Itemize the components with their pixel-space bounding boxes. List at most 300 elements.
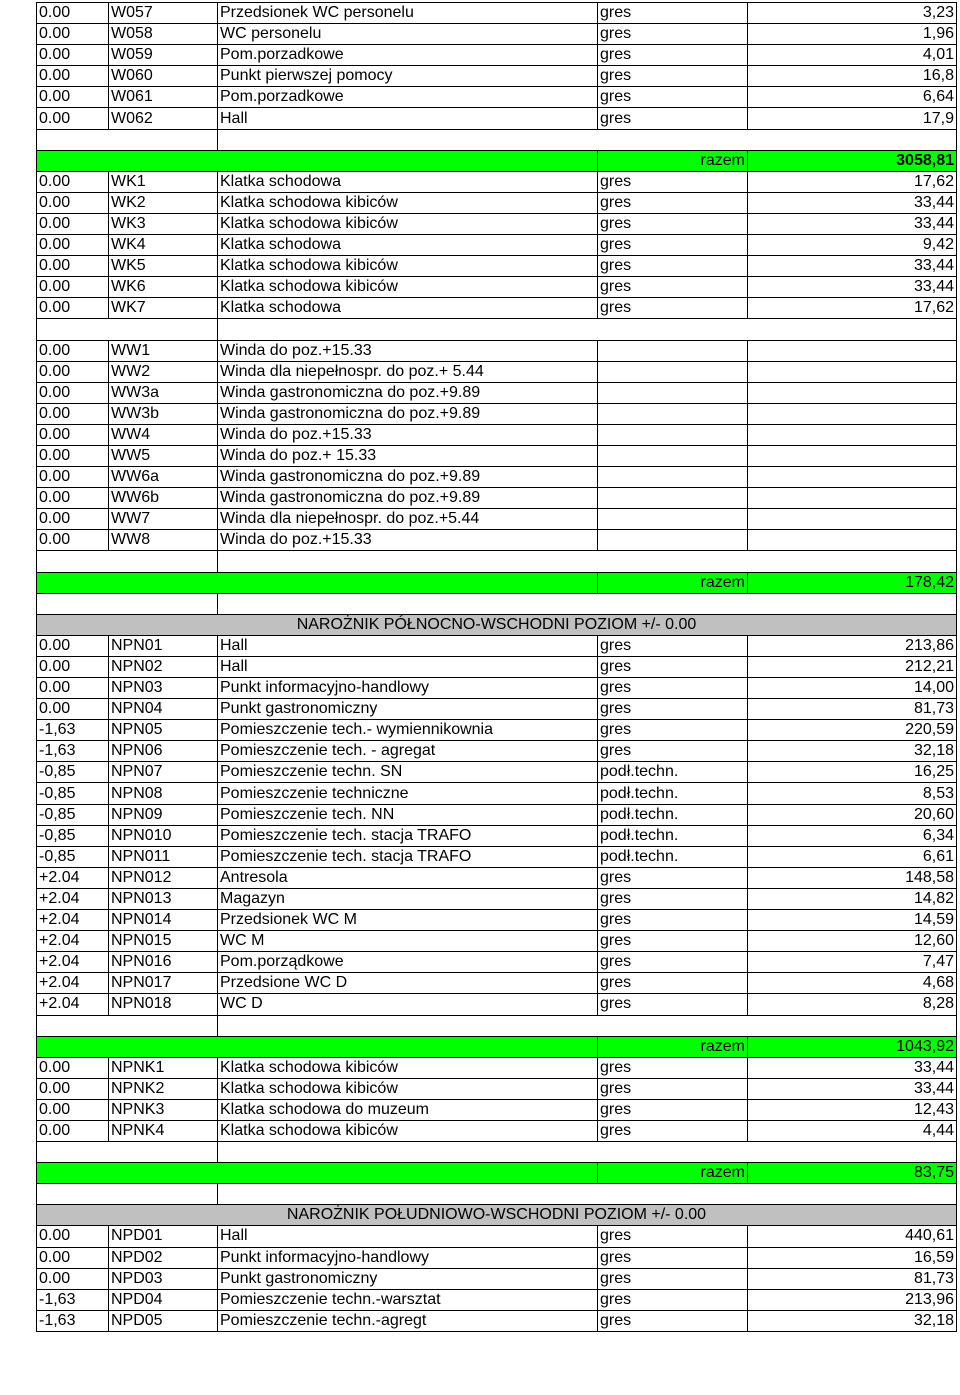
material-cell: gres bbox=[598, 720, 748, 741]
level-cell: -0,85 bbox=[37, 846, 109, 867]
level-cell: -1,63 bbox=[37, 1289, 109, 1310]
level-cell: 0.00 bbox=[37, 1268, 109, 1289]
table-row bbox=[37, 720, 957, 741]
table-row bbox=[37, 213, 957, 234]
table-row bbox=[37, 699, 957, 720]
table-row bbox=[37, 1268, 957, 1289]
area-cell bbox=[748, 467, 957, 488]
material-cell bbox=[598, 382, 748, 403]
table-row bbox=[37, 530, 957, 551]
room-schedule-body bbox=[37, 3, 957, 1332]
room-code-cell: WW3b bbox=[109, 403, 218, 424]
room-code-cell: NPN014 bbox=[109, 910, 218, 931]
material-cell: gres bbox=[598, 3, 748, 24]
empty-cell bbox=[37, 319, 218, 340]
area-cell: 8,53 bbox=[748, 783, 957, 804]
material-cell: gres bbox=[598, 1120, 748, 1141]
room-name-cell: Klatka schodowa kibiców bbox=[218, 1057, 598, 1078]
material-cell bbox=[598, 509, 748, 530]
material-cell bbox=[598, 424, 748, 445]
area-cell: 440,61 bbox=[748, 1226, 957, 1247]
room-code-cell: WK3 bbox=[109, 213, 218, 234]
level-cell: 0.00 bbox=[37, 467, 109, 488]
level-cell: 0.00 bbox=[37, 3, 109, 24]
room-code-cell: NPN03 bbox=[109, 678, 218, 699]
material-cell: gres bbox=[598, 910, 748, 931]
material-cell: gres bbox=[598, 931, 748, 952]
level-cell: 0.00 bbox=[37, 256, 109, 277]
level-cell: 0.00 bbox=[37, 403, 109, 424]
material-cell bbox=[598, 530, 748, 551]
material-cell bbox=[598, 361, 748, 382]
area-cell: 33,44 bbox=[748, 1078, 957, 1099]
room-code-cell: NPN010 bbox=[109, 825, 218, 846]
material-cell: podł.techn. bbox=[598, 804, 748, 825]
room-code-cell: NPN04 bbox=[109, 699, 218, 720]
room-code-cell: NPNK3 bbox=[109, 1099, 218, 1120]
blank-row bbox=[37, 319, 957, 340]
material-cell: gres bbox=[598, 87, 748, 108]
empty-cell bbox=[37, 1184, 218, 1205]
area-cell: 20,60 bbox=[748, 804, 957, 825]
room-name-cell: Pomieszczenie techn. SN bbox=[218, 762, 598, 783]
level-cell: 0.00 bbox=[37, 192, 109, 213]
room-code-cell: W059 bbox=[109, 45, 218, 66]
area-cell: 33,44 bbox=[748, 277, 957, 298]
room-code-cell: NPNK4 bbox=[109, 1120, 218, 1141]
room-code-cell: WK2 bbox=[109, 192, 218, 213]
room-name-cell: Punkt gastronomiczny bbox=[218, 699, 598, 720]
level-cell: 0.00 bbox=[37, 45, 109, 66]
level-cell: 0.00 bbox=[37, 699, 109, 720]
level-cell: +2.04 bbox=[37, 931, 109, 952]
room-code-cell: NPN017 bbox=[109, 973, 218, 994]
level-cell: +2.04 bbox=[37, 973, 109, 994]
area-cell: 12,43 bbox=[748, 1099, 957, 1120]
room-code-cell: NPN01 bbox=[109, 635, 218, 656]
level-cell: +2.04 bbox=[37, 952, 109, 973]
area-cell: 14,82 bbox=[748, 888, 957, 909]
empty-cell bbox=[37, 572, 598, 593]
level-cell: 0.00 bbox=[37, 361, 109, 382]
room-name-cell: Klatka schodowa bbox=[218, 298, 598, 319]
level-cell: 0.00 bbox=[37, 108, 109, 129]
material-cell: gres bbox=[598, 699, 748, 720]
room-code-cell: WK7 bbox=[109, 298, 218, 319]
material-cell: gres bbox=[598, 867, 748, 888]
table-row bbox=[37, 635, 957, 656]
area-cell bbox=[748, 488, 957, 509]
room-name-cell: Pomieszczenie tech. stacja TRAFO bbox=[218, 846, 598, 867]
area-cell: 16,25 bbox=[748, 762, 957, 783]
table-row bbox=[37, 509, 957, 530]
material-cell: gres bbox=[598, 1289, 748, 1310]
empty-cell bbox=[37, 1015, 218, 1036]
level-cell: -0,85 bbox=[37, 825, 109, 846]
subtotal-value: 1043,92 bbox=[748, 1036, 957, 1057]
area-cell bbox=[748, 403, 957, 424]
room-name-cell: Winda dla niepełnospr. do poz.+5.44 bbox=[218, 509, 598, 530]
area-cell: 220,59 bbox=[748, 720, 957, 741]
empty-cell bbox=[218, 319, 957, 340]
area-cell: 16,8 bbox=[748, 66, 957, 87]
table-row bbox=[37, 678, 957, 699]
material-cell: gres bbox=[598, 1268, 748, 1289]
level-cell: 0.00 bbox=[37, 1078, 109, 1099]
area-cell: 6,34 bbox=[748, 825, 957, 846]
material-cell: gres bbox=[598, 45, 748, 66]
empty-cell bbox=[37, 1142, 218, 1163]
room-code-cell: NPN09 bbox=[109, 804, 218, 825]
area-cell: 6,64 bbox=[748, 87, 957, 108]
material-cell: gres bbox=[598, 1057, 748, 1078]
section-header: NAROŻNIK POŁUDNIOWO-WSCHODNI POZIOM +/- 0.00 bbox=[37, 1205, 957, 1226]
area-cell: 7,47 bbox=[748, 952, 957, 973]
table-row bbox=[37, 910, 957, 931]
subtotal-value: 83,75 bbox=[748, 1163, 957, 1184]
room-name-cell: Antresola bbox=[218, 867, 598, 888]
table-row bbox=[37, 1289, 957, 1310]
empty-cell bbox=[218, 1142, 957, 1163]
room-name-cell: Pom.porzadkowe bbox=[218, 45, 598, 66]
area-cell: 1,96 bbox=[748, 24, 957, 45]
empty-cell bbox=[37, 129, 218, 150]
room-name-cell: Hall bbox=[218, 108, 598, 129]
table-row bbox=[37, 888, 957, 909]
room-name-cell: Winda do poz.+15.33 bbox=[218, 530, 598, 551]
area-cell: 33,44 bbox=[748, 1057, 957, 1078]
room-code-cell: NPN012 bbox=[109, 867, 218, 888]
area-cell: 4,44 bbox=[748, 1120, 957, 1141]
table-row bbox=[37, 361, 957, 382]
material-cell bbox=[598, 467, 748, 488]
table-row bbox=[37, 1078, 957, 1099]
empty-cell bbox=[37, 593, 218, 614]
room-code-cell: NPN05 bbox=[109, 720, 218, 741]
area-cell: 32,18 bbox=[748, 1310, 957, 1331]
room-code-cell: NPN018 bbox=[109, 994, 218, 1015]
area-cell: 32,18 bbox=[748, 741, 957, 762]
level-cell: 0.00 bbox=[37, 213, 109, 234]
room-code-cell: WK4 bbox=[109, 235, 218, 256]
level-cell: 0.00 bbox=[37, 298, 109, 319]
area-cell: 14,00 bbox=[748, 678, 957, 699]
material-cell: gres bbox=[598, 171, 748, 192]
table-row bbox=[37, 867, 957, 888]
material-cell: gres bbox=[598, 213, 748, 234]
table-row bbox=[37, 403, 957, 424]
room-name-cell: WC personelu bbox=[218, 24, 598, 45]
table-row bbox=[37, 1226, 957, 1247]
level-cell: 0.00 bbox=[37, 87, 109, 108]
blank-row bbox=[37, 593, 957, 614]
room-code-cell: WW6b bbox=[109, 488, 218, 509]
room-name-cell: Punkt informacyjno-handlowy bbox=[218, 678, 598, 699]
table-row bbox=[37, 382, 957, 403]
section-header-row bbox=[37, 1205, 957, 1226]
area-cell: 213,96 bbox=[748, 1289, 957, 1310]
level-cell: 0.00 bbox=[37, 235, 109, 256]
room-name-cell: Klatka schodowa kibiców bbox=[218, 256, 598, 277]
room-code-cell: WW7 bbox=[109, 509, 218, 530]
level-cell: 0.00 bbox=[37, 1099, 109, 1120]
blank-row bbox=[37, 129, 957, 150]
material-cell: gres bbox=[598, 635, 748, 656]
subtotal-label: razem bbox=[598, 150, 748, 171]
empty-cell bbox=[218, 1184, 957, 1205]
table-row bbox=[37, 741, 957, 762]
table-row bbox=[37, 1247, 957, 1268]
room-code-cell: NPN07 bbox=[109, 762, 218, 783]
room-name-cell: Hall bbox=[218, 635, 598, 656]
room-code-cell: WW4 bbox=[109, 424, 218, 445]
level-cell: 0.00 bbox=[37, 678, 109, 699]
material-cell: gres bbox=[598, 1310, 748, 1331]
area-cell: 16,59 bbox=[748, 1247, 957, 1268]
material-cell: gres bbox=[598, 888, 748, 909]
table-row bbox=[37, 3, 957, 24]
room-name-cell: Klatka schodowa bbox=[218, 171, 598, 192]
room-code-cell: NPN011 bbox=[109, 846, 218, 867]
room-name-cell: Przedsione WC D bbox=[218, 973, 598, 994]
area-cell: 213,86 bbox=[748, 635, 957, 656]
room-name-cell: Winda gastronomiczna do poz.+9.89 bbox=[218, 467, 598, 488]
blank-row bbox=[37, 1015, 957, 1036]
table-row bbox=[37, 804, 957, 825]
room-code-cell: W057 bbox=[109, 3, 218, 24]
table-row bbox=[37, 192, 957, 213]
area-cell: 4,01 bbox=[748, 45, 957, 66]
area-cell bbox=[748, 340, 957, 361]
subtotal-label: razem bbox=[598, 1163, 748, 1184]
level-cell: 0.00 bbox=[37, 488, 109, 509]
table-row bbox=[37, 1310, 957, 1331]
table-row bbox=[37, 973, 957, 994]
room-name-cell: Winda dla niepełnospr. do poz.+ 5.44 bbox=[218, 361, 598, 382]
level-cell: -0,85 bbox=[37, 783, 109, 804]
room-code-cell: WW6a bbox=[109, 467, 218, 488]
area-cell: 6,61 bbox=[748, 846, 957, 867]
table-row bbox=[37, 488, 957, 509]
room-name-cell: Klatka schodowa kibiców bbox=[218, 277, 598, 298]
room-code-cell: W062 bbox=[109, 108, 218, 129]
empty-cell bbox=[218, 129, 957, 150]
room-name-cell: Klatka schodowa bbox=[218, 235, 598, 256]
level-cell: +2.04 bbox=[37, 994, 109, 1015]
room-name-cell: Klatka schodowa kibiców bbox=[218, 1078, 598, 1099]
material-cell: gres bbox=[598, 1099, 748, 1120]
room-name-cell: Punkt pierwszej pomocy bbox=[218, 66, 598, 87]
table-row bbox=[37, 1120, 957, 1141]
room-name-cell: Winda do poz.+15.33 bbox=[218, 424, 598, 445]
room-name-cell: Pomieszczenie tech. stacja TRAFO bbox=[218, 825, 598, 846]
level-cell: 0.00 bbox=[37, 445, 109, 466]
room-code-cell: WW1 bbox=[109, 340, 218, 361]
table-row bbox=[37, 931, 957, 952]
room-code-cell: NPN016 bbox=[109, 952, 218, 973]
material-cell: gres bbox=[598, 973, 748, 994]
subtotal-value: 178,42 bbox=[748, 572, 957, 593]
area-cell: 3,23 bbox=[748, 3, 957, 24]
room-name-cell: Pomieszczenie techniczne bbox=[218, 783, 598, 804]
room-name-cell: Klatka schodowa kibiców bbox=[218, 192, 598, 213]
empty-cell bbox=[37, 1036, 598, 1057]
blank-row bbox=[37, 551, 957, 572]
empty-cell bbox=[218, 593, 957, 614]
material-cell: gres bbox=[598, 256, 748, 277]
material-cell: gres bbox=[598, 66, 748, 87]
room-name-cell: Winda gastronomiczna do poz.+9.89 bbox=[218, 403, 598, 424]
room-code-cell: NPD02 bbox=[109, 1247, 218, 1268]
level-cell: 0.00 bbox=[37, 635, 109, 656]
material-cell: gres bbox=[598, 678, 748, 699]
area-cell: 4,68 bbox=[748, 973, 957, 994]
table-row bbox=[37, 24, 957, 45]
material-cell: gres bbox=[598, 994, 748, 1015]
table-row bbox=[37, 1057, 957, 1078]
material-cell: podł.techn. bbox=[598, 762, 748, 783]
table-row bbox=[37, 656, 957, 677]
room-name-cell: WC M bbox=[218, 931, 598, 952]
room-code-cell: NPN02 bbox=[109, 656, 218, 677]
area-cell: 33,44 bbox=[748, 192, 957, 213]
material-cell: gres bbox=[598, 741, 748, 762]
area-cell bbox=[748, 361, 957, 382]
level-cell: 0.00 bbox=[37, 1120, 109, 1141]
area-cell: 17,9 bbox=[748, 108, 957, 129]
table-row bbox=[37, 340, 957, 361]
room-name-cell: Pomieszczenie techn.-agregt bbox=[218, 1310, 598, 1331]
area-cell: 81,73 bbox=[748, 699, 957, 720]
room-code-cell: NPN015 bbox=[109, 931, 218, 952]
level-cell: 0.00 bbox=[37, 1057, 109, 1078]
room-code-cell: WK1 bbox=[109, 171, 218, 192]
empty-cell bbox=[37, 551, 218, 572]
room-name-cell: Punkt informacyjno-handlowy bbox=[218, 1247, 598, 1268]
room-code-cell: WW2 bbox=[109, 361, 218, 382]
area-cell: 33,44 bbox=[748, 213, 957, 234]
area-cell: 148,58 bbox=[748, 867, 957, 888]
room-name-cell: Przedsionek WC personelu bbox=[218, 3, 598, 24]
room-code-cell: W060 bbox=[109, 66, 218, 87]
section-header-row bbox=[37, 614, 957, 635]
level-cell: 0.00 bbox=[37, 1247, 109, 1268]
table-row bbox=[37, 994, 957, 1015]
area-cell bbox=[748, 424, 957, 445]
material-cell: gres bbox=[598, 235, 748, 256]
area-cell: 33,44 bbox=[748, 256, 957, 277]
level-cell: +2.04 bbox=[37, 910, 109, 931]
area-cell bbox=[748, 530, 957, 551]
level-cell: 0.00 bbox=[37, 24, 109, 45]
room-code-cell: WW3a bbox=[109, 382, 218, 403]
room-code-cell: W058 bbox=[109, 24, 218, 45]
level-cell: 0.00 bbox=[37, 340, 109, 361]
room-name-cell: Winda do poz.+15.33 bbox=[218, 340, 598, 361]
material-cell: podł.techn. bbox=[598, 846, 748, 867]
table-row bbox=[37, 952, 957, 973]
room-name-cell: Klatka schodowa do muzeum bbox=[218, 1099, 598, 1120]
material-cell: gres bbox=[598, 298, 748, 319]
subtotal-row bbox=[37, 1036, 957, 1057]
subtotal-row bbox=[37, 1163, 957, 1184]
room-code-cell: W061 bbox=[109, 87, 218, 108]
table-row bbox=[37, 66, 957, 87]
level-cell: -1,63 bbox=[37, 741, 109, 762]
level-cell: -1,63 bbox=[37, 720, 109, 741]
empty-cell bbox=[218, 1015, 957, 1036]
room-name-cell: Winda do poz.+ 15.33 bbox=[218, 445, 598, 466]
area-cell: 14,59 bbox=[748, 910, 957, 931]
room-schedule-table bbox=[36, 2, 957, 1332]
room-code-cell: WK6 bbox=[109, 277, 218, 298]
area-cell: 12,60 bbox=[748, 931, 957, 952]
level-cell: 0.00 bbox=[37, 382, 109, 403]
room-code-cell: NPN08 bbox=[109, 783, 218, 804]
room-name-cell: Pom.porzadkowe bbox=[218, 87, 598, 108]
table-row bbox=[37, 762, 957, 783]
level-cell: +2.04 bbox=[37, 888, 109, 909]
room-code-cell: NPD04 bbox=[109, 1289, 218, 1310]
subtotal-value: 3058,81 bbox=[748, 150, 957, 171]
area-cell: 17,62 bbox=[748, 298, 957, 319]
material-cell: gres bbox=[598, 952, 748, 973]
material-cell: gres bbox=[598, 108, 748, 129]
room-name-cell: Klatka schodowa kibiców bbox=[218, 213, 598, 234]
level-cell: 0.00 bbox=[37, 530, 109, 551]
material-cell bbox=[598, 488, 748, 509]
material-cell: gres bbox=[598, 277, 748, 298]
table-row bbox=[37, 87, 957, 108]
room-name-cell: WC D bbox=[218, 994, 598, 1015]
blank-row bbox=[37, 1142, 957, 1163]
subtotal-label: razem bbox=[598, 1036, 748, 1057]
empty-cell bbox=[218, 551, 957, 572]
room-code-cell: WW5 bbox=[109, 445, 218, 466]
room-name-cell: Magazyn bbox=[218, 888, 598, 909]
room-name-cell: Winda gastronomiczna do poz.+9.89 bbox=[218, 382, 598, 403]
level-cell: -1,63 bbox=[37, 1310, 109, 1331]
subtotal-row bbox=[37, 572, 957, 593]
level-cell: -0,85 bbox=[37, 762, 109, 783]
level-cell: 0.00 bbox=[37, 424, 109, 445]
material-cell: gres bbox=[598, 24, 748, 45]
room-name-cell: Hall bbox=[218, 656, 598, 677]
section-header: NAROŻNIK PÓŁNOCNO-WSCHODNI POZIOM +/- 0.00 bbox=[37, 614, 957, 635]
room-code-cell: NPNK2 bbox=[109, 1078, 218, 1099]
table-row bbox=[37, 298, 957, 319]
room-name-cell: Klatka schodowa kibiców bbox=[218, 1120, 598, 1141]
material-cell bbox=[598, 445, 748, 466]
level-cell: 0.00 bbox=[37, 171, 109, 192]
area-cell bbox=[748, 382, 957, 403]
table-row bbox=[37, 467, 957, 488]
area-cell bbox=[748, 445, 957, 466]
table-row bbox=[37, 424, 957, 445]
area-cell: 212,21 bbox=[748, 656, 957, 677]
table-row bbox=[37, 846, 957, 867]
room-code-cell: NPN013 bbox=[109, 888, 218, 909]
material-cell: gres bbox=[598, 1226, 748, 1247]
room-code-cell: NPN06 bbox=[109, 741, 218, 762]
room-name-cell: Pom.porządkowe bbox=[218, 952, 598, 973]
table-row bbox=[37, 1099, 957, 1120]
area-cell: 17,62 bbox=[748, 171, 957, 192]
table-row bbox=[37, 825, 957, 846]
area-cell: 81,73 bbox=[748, 1268, 957, 1289]
material-cell: gres bbox=[598, 192, 748, 213]
blank-row bbox=[37, 1184, 957, 1205]
